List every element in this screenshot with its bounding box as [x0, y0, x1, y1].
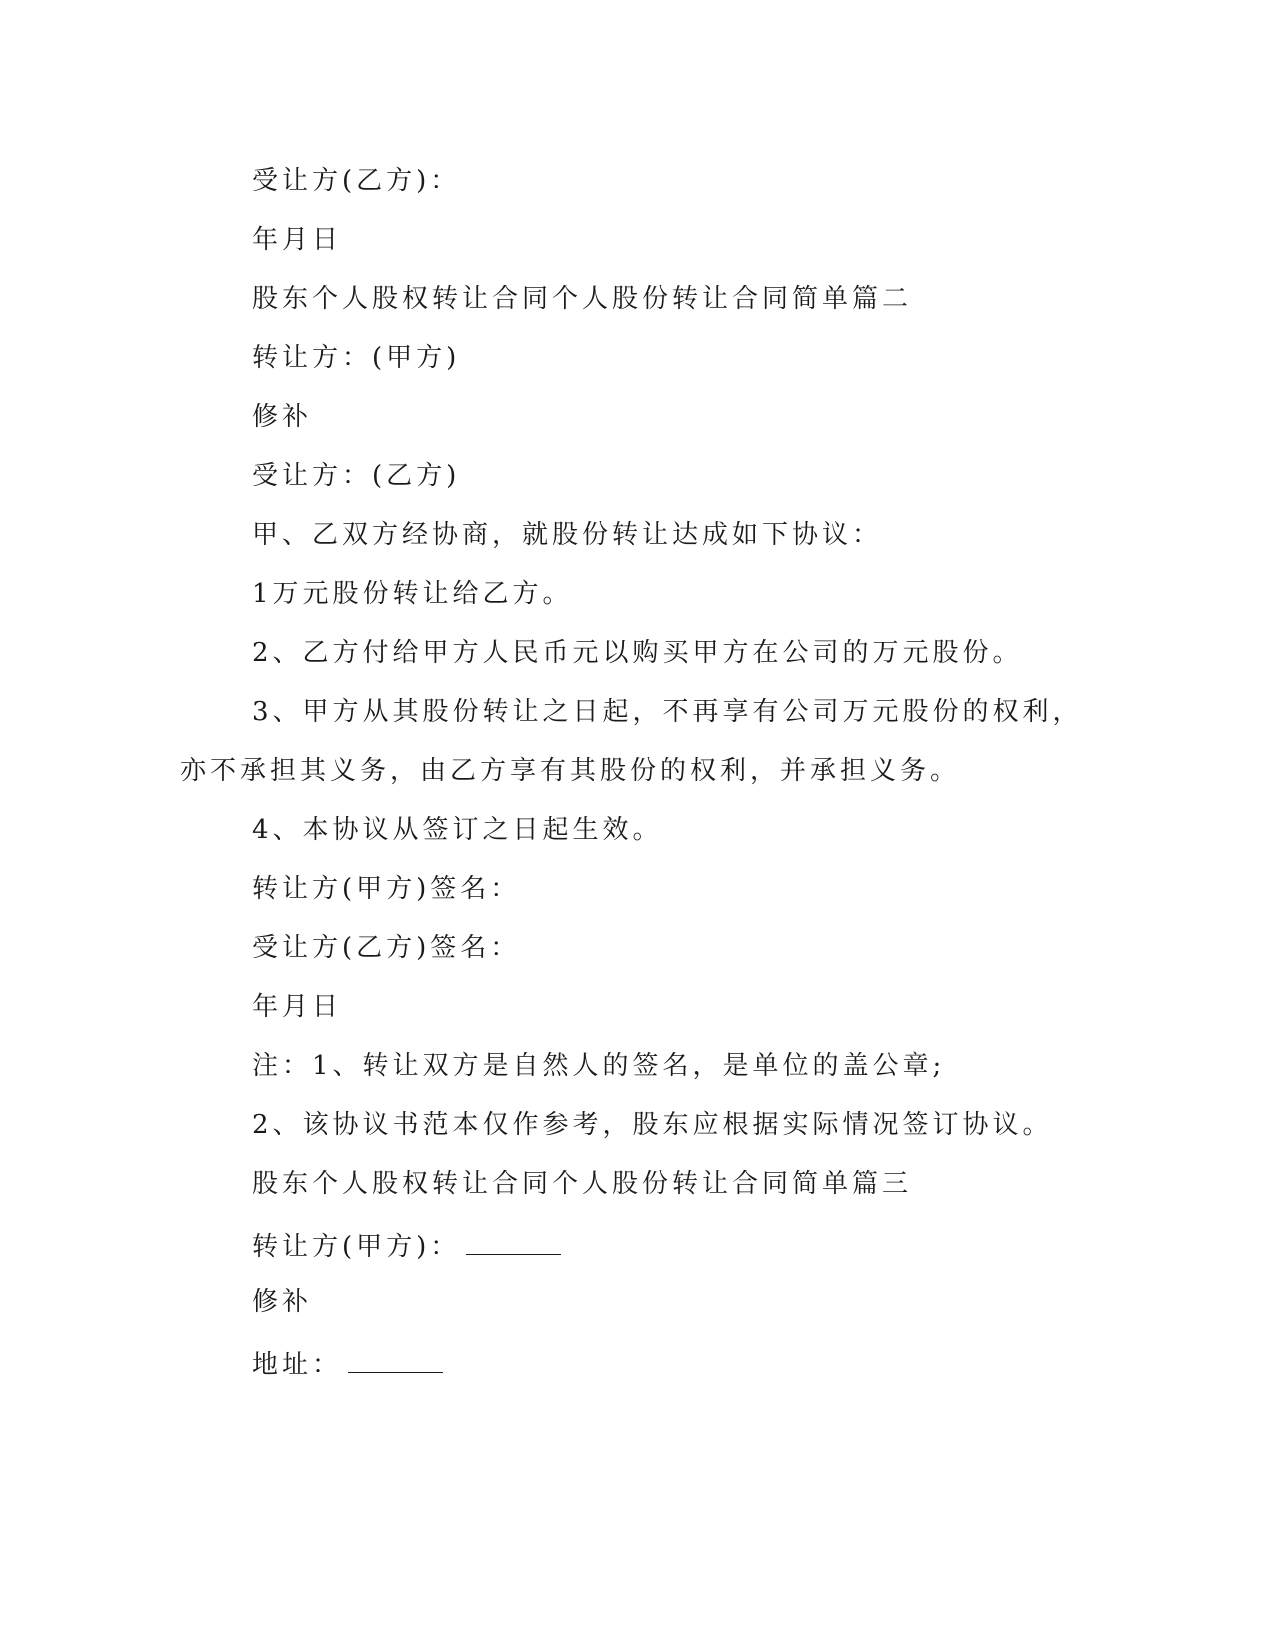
doc-line: 4、本协议从签订之日起生效。 — [252, 815, 663, 845]
doc-line: 年月日 — [252, 225, 343, 255]
doc-line: 转让方：(甲方) — [252, 343, 461, 373]
doc-line: 年月日 — [252, 992, 343, 1022]
doc-line: 受让方(乙方)： — [252, 166, 461, 196]
doc-line: 修补 — [252, 402, 313, 432]
doc-line: 股东个人股权转让合同个人股份转让合同简单篇二 — [252, 284, 913, 314]
doc-line: 3、甲方从其股份转让之日起，不再享有公司万元股份的权利， — [252, 697, 1083, 727]
doc-line: 1万元股份转让给乙方。 — [252, 579, 573, 609]
fill-blank — [348, 1348, 443, 1373]
doc-line: 亦不承担其义务，由乙方享有其股份的权利，并承担义务。 — [180, 756, 961, 786]
address-field — [252, 1348, 443, 1378]
signature-line-transferee: 受让方(乙方)签名： — [252, 933, 521, 963]
doc-line: 注：1、转让双方是自然人的签名，是单位的盖公章; — [252, 1051, 946, 1081]
field-label: 地址： — [252, 1350, 343, 1380]
section-heading: 股东个人股权转让合同个人股份转让合同简单篇三 — [252, 1169, 913, 1199]
transferor-field — [252, 1230, 561, 1260]
doc-line: 甲、乙双方经协商，就股份转让达成如下协议： — [252, 520, 883, 550]
field-label: 转让方(甲方)： — [252, 1232, 461, 1262]
doc-line: 2、乙方付给甲方人民币元以购买甲方在公司的万元股份。 — [252, 638, 1023, 668]
doc-line: 2、该协议书范本仅作参考，股东应根据实际情况签订协议。 — [252, 1110, 1053, 1140]
fill-blank — [466, 1230, 561, 1255]
signature-line-transferor: 转让方(甲方)签名： — [252, 874, 521, 904]
doc-line: 修补 — [252, 1287, 313, 1317]
doc-line: 受让方：(乙方) — [252, 461, 461, 491]
